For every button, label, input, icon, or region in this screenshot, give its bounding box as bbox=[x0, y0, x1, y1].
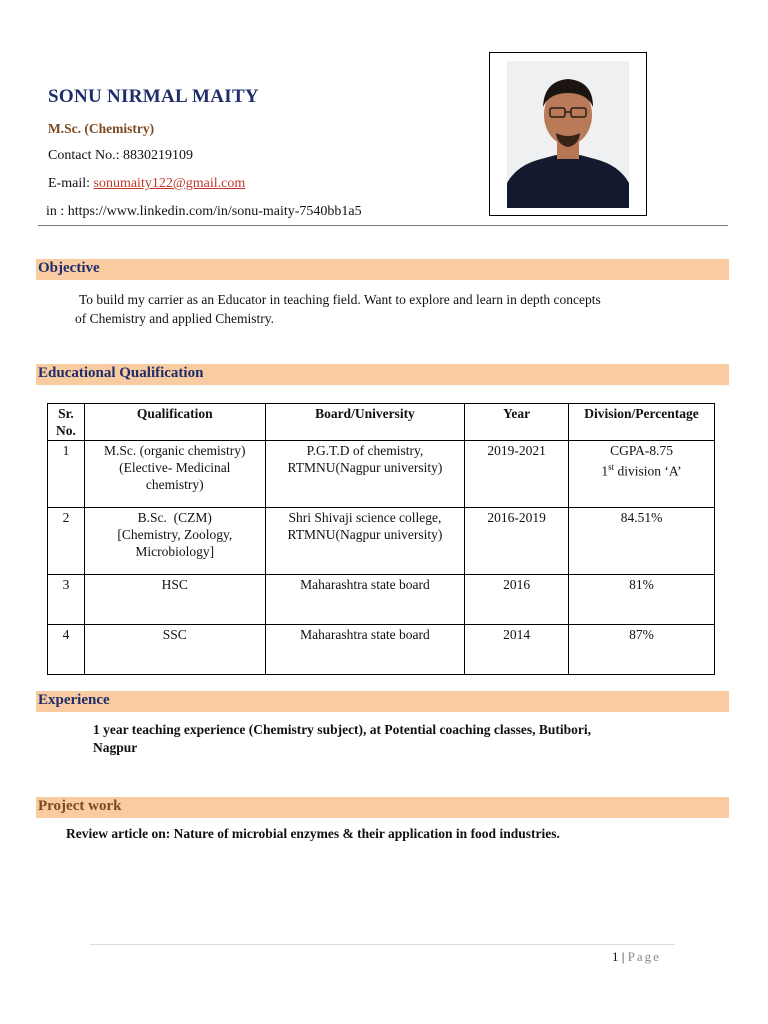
cell-year: 2019-2021 bbox=[465, 441, 569, 508]
cell-qualification: SSC bbox=[84, 625, 265, 675]
header-divider bbox=[38, 225, 728, 226]
cell-year: 2016-2019 bbox=[465, 508, 569, 575]
qualification-line: (Elective- Medicinal bbox=[119, 460, 231, 475]
cell-sr: 4 bbox=[48, 625, 85, 675]
cell-division: 81% bbox=[569, 575, 715, 625]
project-text: Review article on: Nature of microbial enzymes & their application in food industries. bbox=[66, 826, 560, 841]
division-line: CGPA-8.75 bbox=[610, 443, 673, 458]
board-line: P.G.T.D of chemistry, bbox=[306, 443, 424, 458]
experience-section-bar bbox=[36, 691, 729, 712]
cell-board bbox=[265, 441, 465, 508]
project-section-bar bbox=[36, 797, 729, 818]
division-text: division ‘A’ bbox=[614, 463, 682, 479]
cell-sr: 2 bbox=[48, 508, 85, 575]
table-row bbox=[48, 508, 715, 575]
cell-sr: 3 bbox=[48, 575, 85, 625]
page-number: 1 bbox=[612, 949, 619, 964]
cell-qualification bbox=[84, 508, 265, 575]
linkedin-label: in : bbox=[46, 204, 68, 219]
email-label: E-mail: bbox=[48, 176, 94, 191]
division-number: 1 bbox=[601, 463, 609, 479]
division-suffix: st bbox=[608, 462, 615, 472]
linkedin-line bbox=[46, 204, 362, 220]
footer-divider bbox=[90, 944, 675, 945]
qualification-line: B.Sc. (CZM) bbox=[137, 510, 212, 525]
table-row bbox=[48, 575, 715, 625]
cell-board: Maharashtra state board bbox=[265, 575, 465, 625]
contact-line bbox=[48, 148, 193, 164]
degree-label: M.Sc. (Chemistry) bbox=[48, 121, 155, 136]
experience-title: Experience bbox=[38, 692, 110, 708]
table-header-row bbox=[48, 404, 715, 441]
qualification-line: Microbiology] bbox=[135, 544, 215, 559]
objective-text-line1: To build my carrier as an Educator in teaching field. Want to explore and learn in depth concepts bbox=[79, 292, 601, 307]
page-word: Page bbox=[627, 949, 661, 964]
name-heading: SONU NIRMAL MAITY bbox=[48, 86, 259, 107]
cell-board bbox=[265, 508, 465, 575]
profile-photo-frame bbox=[489, 52, 647, 216]
header-division-percentage: Division/Percentage bbox=[569, 404, 715, 441]
experience-text-line1: 1 year teaching experience (Chemistry subject), at Potential coaching classes, Butibori, bbox=[93, 722, 592, 737]
education-table bbox=[47, 403, 715, 675]
education-title: Educational Qualification bbox=[38, 365, 204, 381]
experience-text-line2: Nagpur bbox=[93, 740, 138, 755]
contact-number: 8830219109 bbox=[123, 148, 194, 163]
cell-division bbox=[569, 441, 715, 508]
cell-sr: 1 bbox=[48, 441, 85, 508]
cell-division: 84.51% bbox=[569, 508, 715, 575]
qualification-line: M.Sc. (organic chemistry) bbox=[104, 443, 246, 458]
board-line: RTMNU(Nagpur university) bbox=[287, 527, 443, 542]
table-row bbox=[48, 441, 715, 508]
board-line: Shri Shivaji science college, bbox=[288, 510, 442, 525]
cell-division: 87% bbox=[569, 625, 715, 675]
cell-qualification bbox=[84, 441, 265, 508]
page-footer bbox=[612, 949, 661, 965]
header-sr-no: Sr. No. bbox=[48, 404, 85, 441]
header-qualification: Qualification bbox=[84, 404, 265, 441]
contact-label: Contact No.: bbox=[48, 148, 124, 163]
objective-section-bar bbox=[36, 259, 729, 280]
page-separator: | bbox=[618, 949, 628, 964]
header-board-university: Board/University bbox=[265, 404, 465, 441]
cell-board: Maharashtra state board bbox=[265, 625, 465, 675]
education-section-bar bbox=[36, 364, 729, 385]
email-line bbox=[48, 176, 245, 192]
linkedin-url: https://www.linkedin.com/in/sonu-maity-7540bb1a5 bbox=[67, 204, 362, 219]
project-title: Project work bbox=[38, 798, 122, 814]
qualification-line: chemistry) bbox=[145, 477, 204, 492]
portrait-illustration bbox=[507, 61, 629, 208]
email-link[interactable]: sonumaity122@gmail.com bbox=[93, 176, 246, 191]
division-line bbox=[572, 459, 711, 480]
cell-year: 2016 bbox=[465, 575, 569, 625]
cell-qualification: HSC bbox=[84, 575, 265, 625]
header-year: Year bbox=[465, 404, 569, 441]
board-line: RTMNU(Nagpur university) bbox=[287, 460, 443, 475]
qualification-line: [Chemistry, Zoology, bbox=[117, 527, 233, 542]
table-row bbox=[48, 625, 715, 675]
objective-text-line2: of Chemistry and applied Chemistry. bbox=[75, 311, 274, 326]
profile-photo bbox=[507, 61, 629, 208]
cell-year: 2014 bbox=[465, 625, 569, 675]
objective-title: Objective bbox=[38, 260, 100, 276]
